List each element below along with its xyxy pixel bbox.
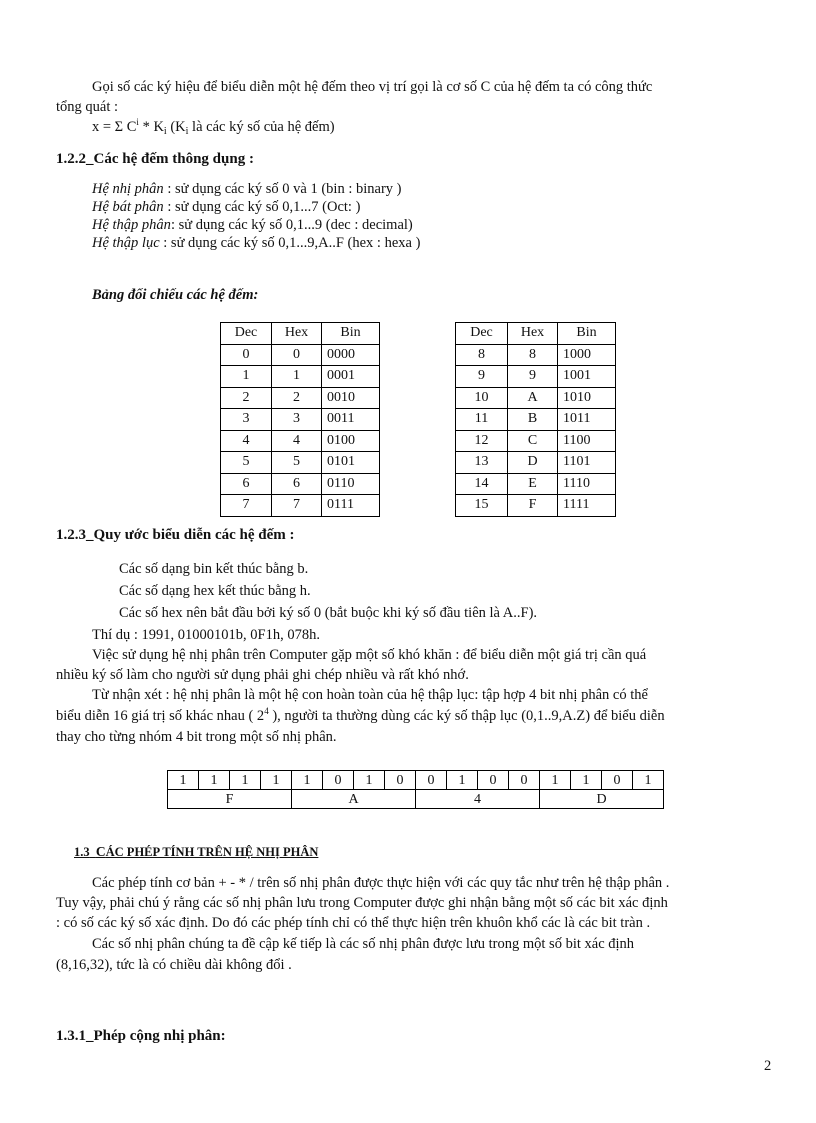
hex-cell: 0 — [272, 344, 322, 366]
table-row — [221, 495, 380, 517]
dec-cell: 5 — [221, 452, 272, 474]
bin-cell: 1001 — [558, 366, 616, 388]
dec-cell: 14 — [456, 473, 508, 495]
hex-cell: A — [508, 387, 558, 409]
para-difficulty-1: Việc sử dụng hệ nhị phân trên Computer gặp một số khó khăn : để biểu diễn một giá trị cần quá — [92, 647, 647, 663]
table-title: Bảng đối chiếu các hệ đếm: — [92, 287, 259, 303]
bit-cell: 1 — [168, 771, 199, 790]
heading-1-2-3: 1.2.3_Quy ước biểu diễn các hệ đếm : — [56, 527, 295, 543]
heading-1-3: 1.3 CÁC PHÉP TÍNH TRÊN HỆ NHỊ PHÂN — [74, 844, 319, 859]
dec-cell: 9 — [456, 366, 508, 388]
rule-hex: Các số dạng hex kết thúc bằng h. — [119, 583, 311, 599]
dec-cell: 0 — [221, 344, 272, 366]
para-difficulty-2: nhiều ký số làm cho người sử dụng phải ghi chép nhiều và rất khó nhớ. — [56, 667, 469, 683]
table-row — [456, 344, 616, 366]
bin-cell: 0101 — [322, 452, 380, 474]
bin-cell: 0111 — [322, 495, 380, 517]
hex-cell: C — [508, 430, 558, 452]
bin-cell: 0110 — [322, 473, 380, 495]
list-item: Hệ thập phân: sử dụng các ký số 0,1...9 (dec : decimal) — [92, 217, 413, 233]
hex-cell: 3 — [272, 409, 322, 431]
ops-para-2: Tuy vậy, phải chú ý rằng các số nhị phân lưu trong Computer được ghi nhận bằng một số các bit xác định — [56, 895, 668, 911]
bit-cell: 1 — [292, 771, 323, 790]
bin-cell: 1111 — [558, 495, 616, 517]
bin-cell: 1010 — [558, 387, 616, 409]
bin-cell: 0001 — [322, 366, 380, 388]
para-hex-3: thay cho từng nhóm 4 bit trong một số nhị phân. — [56, 729, 337, 745]
bit-cell: 1 — [540, 771, 571, 790]
fixed-length-2: (8,16,32), tức là có chiều dài không đổi . — [56, 957, 292, 973]
conversion-table-left — [220, 322, 380, 517]
dec-cell: 13 — [456, 452, 508, 474]
bit-cell: 1 — [230, 771, 261, 790]
header-hex: Hex — [272, 323, 322, 345]
intro-line-1: Gọi số các ký hiệu để biểu diễn một hệ đếm theo vị trí gọi là cơ số C của hệ đếm ta có công thức — [92, 79, 653, 95]
table-row — [456, 387, 616, 409]
bin-cell: 0100 — [322, 430, 380, 452]
hex-cell: 2 — [272, 387, 322, 409]
para-hex-1: Từ nhận xét : hệ nhị phân là một hệ con hoàn toàn của hệ thập lục: tập hợp 4 bit nhị phân có thể — [92, 687, 648, 703]
header-dec: Dec — [456, 323, 508, 345]
list-item: Hệ bát phân : sử dụng các ký số 0,1...7 (Oct: ) — [92, 199, 361, 215]
bit-cell: 1 — [447, 771, 478, 790]
header-hex: Hex — [508, 323, 558, 345]
table-row — [456, 473, 616, 495]
table-row — [221, 387, 380, 409]
bin-cell: 0010 — [322, 387, 380, 409]
header-bin: Bin — [322, 323, 380, 345]
table-row — [456, 366, 616, 388]
bin-cell: 1011 — [558, 409, 616, 431]
bit-cell: 0 — [385, 771, 416, 790]
dec-cell: 11 — [456, 409, 508, 431]
hex-cell: 9 — [508, 366, 558, 388]
bit-cell: 0 — [323, 771, 354, 790]
dec-cell: 12 — [456, 430, 508, 452]
heading-1-2-2: 1.2.2_Các hệ đếm thông dụng : — [56, 151, 254, 167]
table-row — [456, 495, 616, 517]
hex-cell: 1 — [272, 366, 322, 388]
bin-cell: 1101 — [558, 452, 616, 474]
bin-cell: 0011 — [322, 409, 380, 431]
table-row — [221, 366, 380, 388]
bit-cell: 1 — [261, 771, 292, 790]
bit-cell: 1 — [633, 771, 664, 790]
dec-cell: 10 — [456, 387, 508, 409]
hex-row — [168, 790, 664, 809]
number-systems-list — [92, 180, 420, 252]
list-item: Hệ nhị phân : sử dụng các ký số 0 và 1 (bin : binary ) — [92, 181, 402, 197]
dec-cell: 4 — [221, 430, 272, 452]
ops-para-3: : có số các ký số xác định. Do đó các phép tính chỉ có thể thực hiện trên khuôn khổ các là các bit tràn . — [56, 915, 651, 931]
bit-cell: 0 — [602, 771, 633, 790]
bit-cell: 1 — [571, 771, 602, 790]
bit-cell: 0 — [509, 771, 540, 790]
header-bin: Bin — [558, 323, 616, 345]
dec-cell: 7 — [221, 495, 272, 517]
bin-cell: 1000 — [558, 344, 616, 366]
list-item: Hệ thập lục : sử dụng các ký số 0,1...9,A..F (hex : hexa ) — [92, 235, 421, 251]
fixed-length-1: Các số nhị phân chúng ta đề cập kế tiếp là các số nhị phân được lưu trong một số bit xác định — [92, 936, 635, 952]
example-line: Thí dụ : 1991, 01000101b, 0F1h, 078h. — [92, 627, 320, 643]
hex-cell: D — [508, 452, 558, 474]
dec-cell: 3 — [221, 409, 272, 431]
table-row — [456, 409, 616, 431]
hex-cell: 8 — [508, 344, 558, 366]
dec-cell: 6 — [221, 473, 272, 495]
table-row — [221, 452, 380, 474]
ops-para-1: Các phép tính cơ bản + - * / trên số nhị phân được thực hiện với các quy tắc như trên hệ thập phân . — [92, 875, 670, 891]
table-row — [456, 452, 616, 474]
hex-cell: B — [508, 409, 558, 431]
bit-cell: 0 — [478, 771, 509, 790]
hex-cell: F — [508, 495, 558, 517]
hex-cell: 6 — [272, 473, 322, 495]
bit-cell: 1 — [354, 771, 385, 790]
conversion-table-right — [455, 322, 616, 517]
bin-cell: 1100 — [558, 430, 616, 452]
base-formula: x = Σ $C^i * K_i$ ($K_i$ là các ký số của hệ đếm) — [92, 117, 335, 137]
header-dec: Dec — [221, 323, 272, 345]
bin-cell: 0000 — [322, 344, 380, 366]
rule-hex-prefix: Các số hex nên bắt đầu bởi ký số 0 (bắt buộc khi ký số đầu tiên là A..F). — [119, 605, 538, 621]
intro-line-2: tổng quát : — [56, 99, 119, 115]
table-row — [221, 430, 380, 452]
table-header-row — [456, 323, 616, 345]
hex-cell: E — [508, 473, 558, 495]
hex-digit-cell: 4 — [416, 790, 540, 809]
bin-cell: 1110 — [558, 473, 616, 495]
bit-grouping-table — [167, 770, 664, 809]
table-row — [221, 409, 380, 431]
hex-cell: 4 — [272, 430, 322, 452]
table-row — [221, 344, 380, 366]
table-row — [456, 430, 616, 452]
rule-bin: Các số dạng bin kết thúc bằng b. — [119, 561, 309, 577]
bits-row — [168, 771, 664, 790]
hex-cell: 7 — [272, 495, 322, 517]
hex-digit-cell: A — [292, 790, 416, 809]
dec-cell: 8 — [456, 344, 508, 366]
bit-cell: 0 — [416, 771, 447, 790]
dec-cell: 15 — [456, 495, 508, 517]
bit-cell: 1 — [199, 771, 230, 790]
hex-cell: 5 — [272, 452, 322, 474]
heading-1-3-1: 1.3.1_Phép cộng nhị phân: — [56, 1028, 226, 1044]
table-row — [221, 473, 380, 495]
hex-digit-cell: F — [168, 790, 292, 809]
notation-rules — [119, 560, 537, 622]
page-number: 2 — [764, 1058, 772, 1074]
para-hex-2: biểu diễn 16 giá trị số khác nhau ( $2^4$ ), người ta thường dùng các ký số thập lục (0,1..9,A.Z) để biểu diễn — [56, 706, 665, 724]
dec-cell: 1 — [221, 366, 272, 388]
table-header-row — [221, 323, 380, 345]
hex-digit-cell: D — [540, 790, 664, 809]
dec-cell: 2 — [221, 387, 272, 409]
